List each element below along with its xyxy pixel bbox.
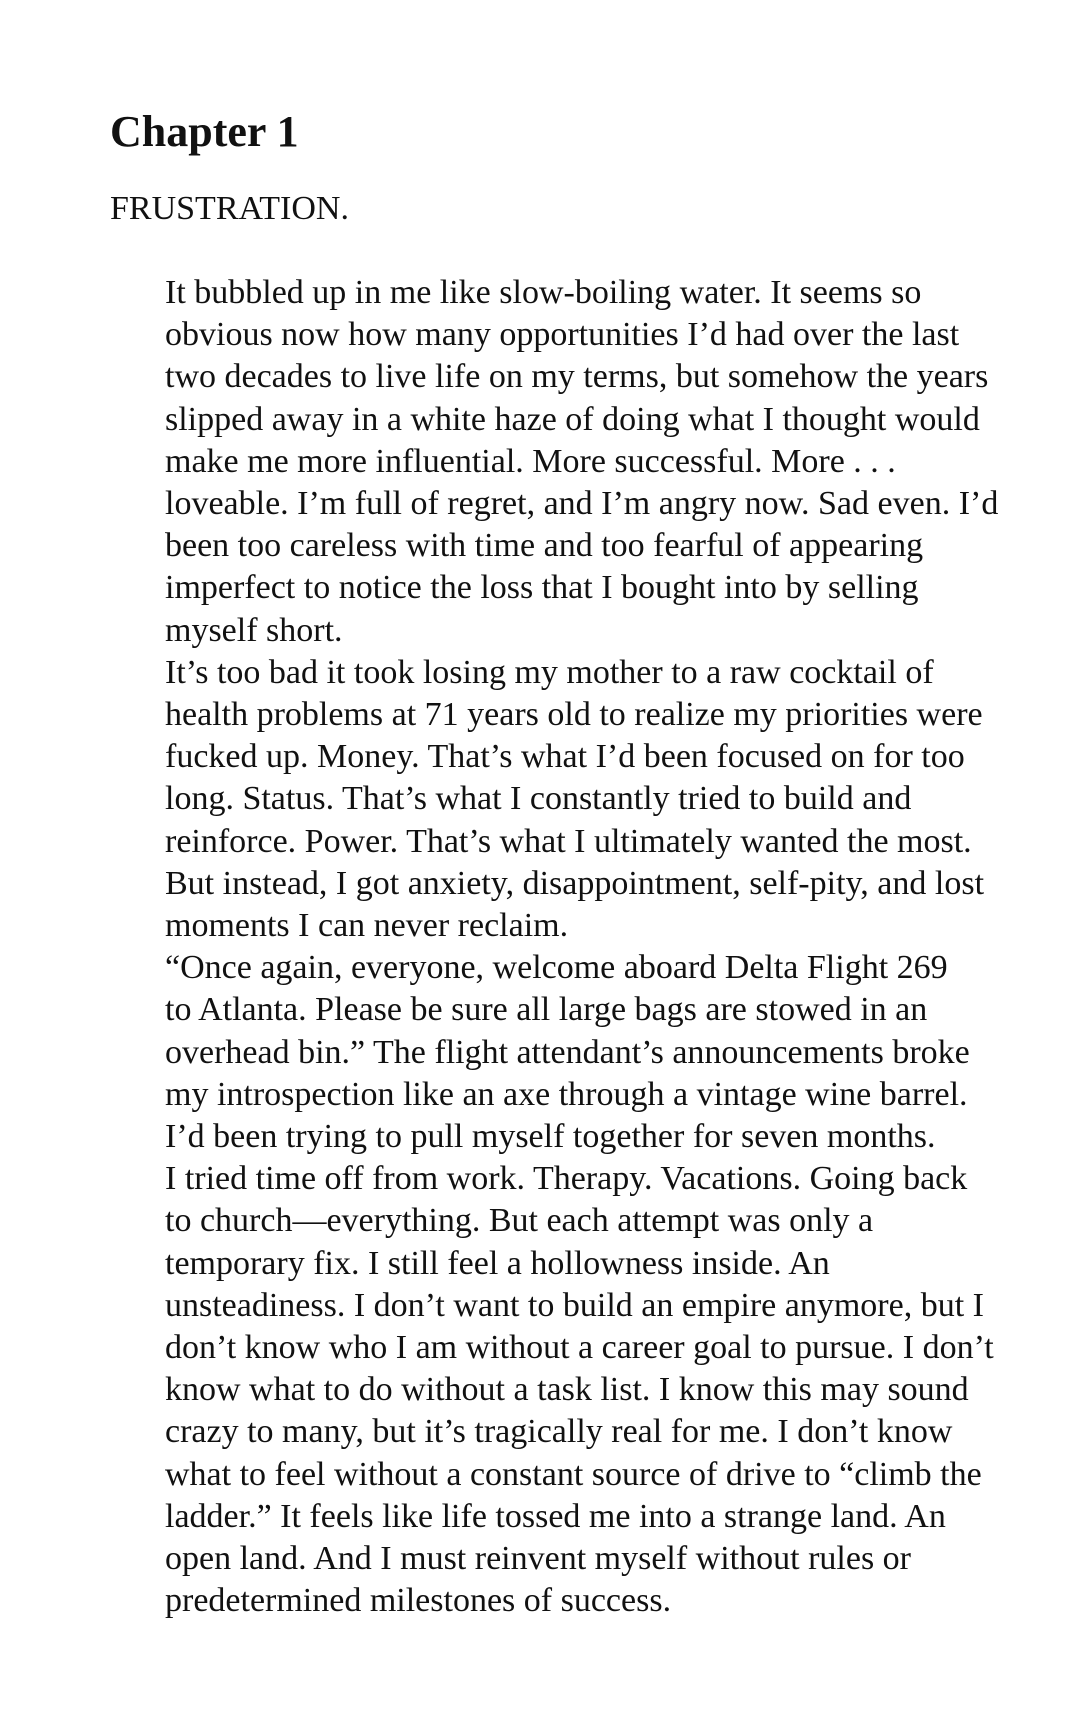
chapter-title: Chapter 1 (110, 107, 299, 156)
text-line: what to feel without a constant source of drive to “climb the (165, 1455, 982, 1493)
text-line: to Atlanta. Please be sure all large bags are stowed in an (165, 991, 928, 1029)
text-line: fucked up. Money. That’s what I’d been focused on for too (165, 738, 965, 776)
text-line: reinforce. Power. That’s what I ultimately wanted the most. (165, 822, 972, 860)
text-line: my introspection like an axe through a vintage wine barrel. (165, 1075, 968, 1113)
text-line: open land. And I must reinvent myself without rules or (165, 1540, 911, 1578)
paragraph-2 (110, 652, 1025, 947)
paragraph-1 (110, 272, 1025, 652)
text-line: obvious now how many opportunities I’d had over the last (165, 316, 960, 354)
text-line: It bubbled up in me like slow-boiling water. It seems so (165, 274, 922, 311)
text-line: I’d been trying to pull myself together for seven months. (165, 1118, 936, 1156)
text-line: predetermined milestones of success. (165, 1582, 672, 1620)
paragraph-3 (110, 947, 1025, 1116)
text-line: make me more influential. More successful. More . . . (165, 442, 896, 480)
text-line: But instead, I got anxiety, disappointment, self-pity, and lost (165, 864, 985, 902)
text-line: It’s too bad it took losing my mother to a raw cocktail of (165, 653, 934, 691)
paragraph-4 (110, 1116, 1025, 1622)
text-line: long. Status. That’s what I constantly tried to build and (165, 780, 912, 818)
text-line: been too careless with time and too fearful of appearing (165, 527, 924, 565)
text-line: crazy to many, but it’s tragically real for me. I don’t know (165, 1413, 953, 1451)
text-line: slipped away in a white haze of doing what I thought would (165, 400, 980, 438)
text-line: two decades to live life on my terms, but somehow the years (165, 358, 989, 396)
opening-word: FRUSTRATION. (110, 190, 349, 227)
text-line: overhead bin.” The flight attendant’s announcements broke (165, 1033, 970, 1071)
text-line: health problems at 71 years old to realize my priorities were (165, 696, 983, 734)
text-line: know what to do without a task list. I know this may sound (165, 1371, 969, 1409)
text-line: imperfect to notice the loss that I bought into by selling (165, 569, 919, 607)
book-page (110, 105, 1025, 1623)
text-line: myself short. (165, 611, 343, 649)
text-line: moments I can never reclaim. (165, 907, 569, 945)
text-line: unsteadiness. I don’t want to build an empire anymore, but I (165, 1286, 984, 1324)
text-line: I tried time off from work. Therapy. Vacations. Going back (165, 1160, 968, 1198)
text-line: don’t know who I am without a career goal to pursue. I don’t (165, 1329, 994, 1367)
text-line: loveable. I’m full of regret, and I’m angry now. Sad even. I’d (165, 485, 999, 523)
text-line: ladder.” It feels like life tossed me into a strange land. An (165, 1497, 946, 1535)
text-line: temporary fix. I still feel a hollowness inside. An (165, 1244, 830, 1282)
text-line: to church—everything. But each attempt was only a (165, 1202, 874, 1240)
chapter-body (110, 272, 1025, 1623)
text-line: “Once again, everyone, welcome aboard Delta Flight 269 (165, 949, 948, 987)
